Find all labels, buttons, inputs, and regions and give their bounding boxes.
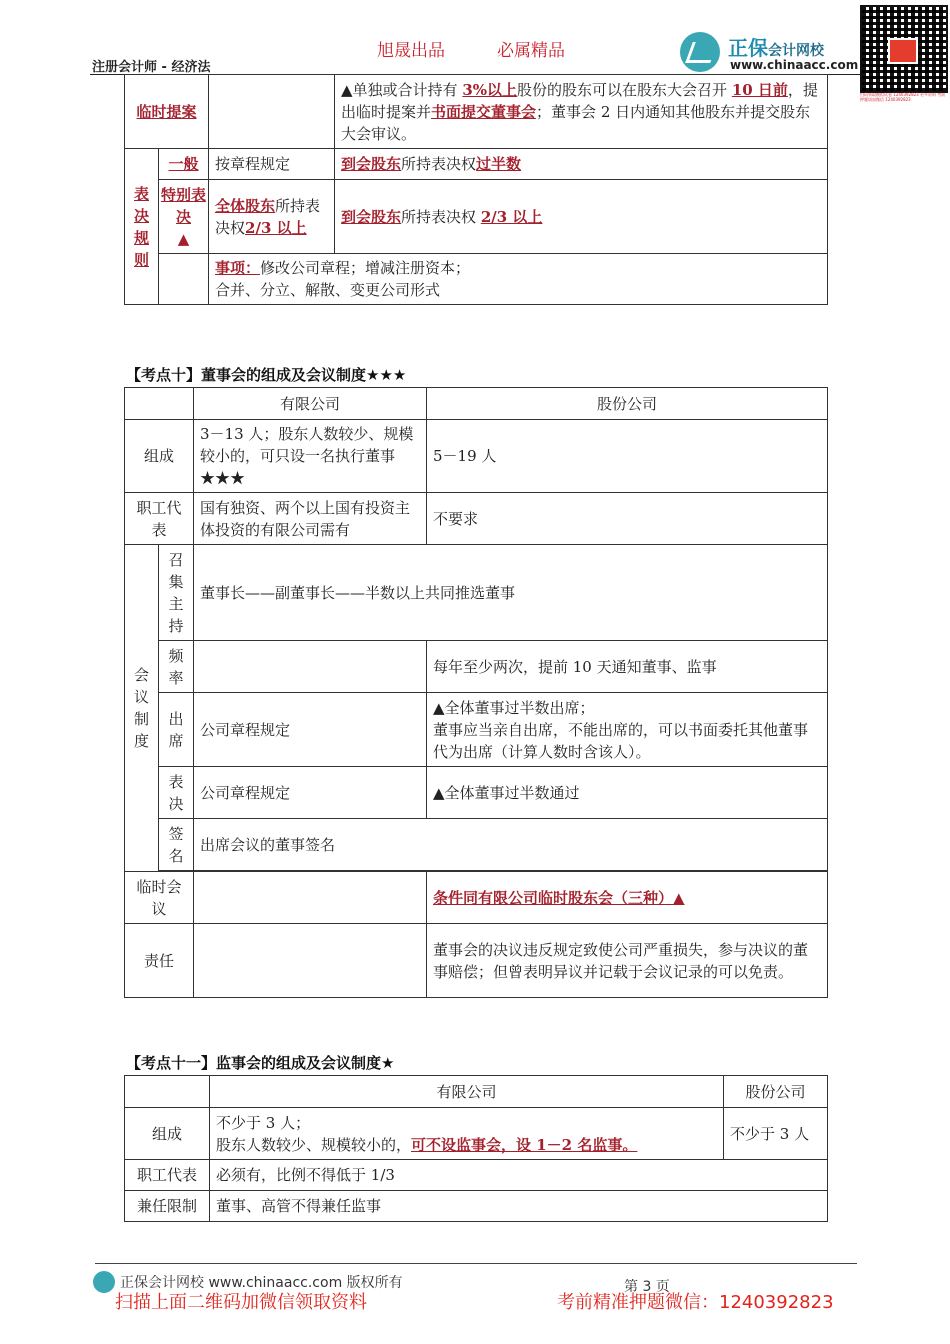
frequency-share: 每年至少两次，提前 10 天通知董事、监事: [427, 641, 828, 693]
meeting-system-label: 会议制度: [125, 545, 159, 872]
special-resolution-ltd: 全体股东所持表决权2/3 以上: [209, 180, 335, 254]
board-staff-ltd: 国有独资、两个以上国有投资主体投资的有限公司需有: [194, 493, 427, 545]
frequency-ltd: [194, 641, 427, 693]
slogan-left: 旭晟出品: [377, 41, 445, 61]
board-composition-ltd: 3－13 人；股东人数较少、规模较小的，可只设一名执行董事★★★: [194, 420, 427, 493]
attendance-label: 出席: [159, 693, 194, 767]
ordinary-resolution-ltd: 按章程规定: [209, 149, 335, 180]
interim-proposal-share: ▲单独或合计持有 3%以上股份的股东可以在股东大会召开 10 日前，提出临时提案并书面提交董事会；董事会 2 日内通知其他股东并提交股东大会审议。: [335, 75, 828, 149]
ordinary-resolution-label: 一般: [159, 149, 209, 180]
board-staff-share: 不要求: [427, 493, 828, 545]
shareholder-meeting-table: [124, 74, 828, 305]
supervisory-composition-share: 不少于 3 人: [724, 1108, 828, 1160]
board-of-directors-table: [124, 387, 828, 998]
supervisory-board-table: [124, 1075, 828, 1222]
voting-share: ▲全体董事过半数通过: [427, 767, 828, 819]
convene-label: 召集主持: [159, 545, 194, 641]
attendance-share: ▲全体董事过半数出席； 董事应当亲自出席，不能出席的，可以书面委托其他董事代为出席（计算人数时含该人）。: [427, 693, 828, 767]
footer-logo-icon: [93, 1271, 115, 1293]
promo-left: 扫描上面二维码加微信领取资料: [115, 1292, 367, 1313]
supervisory-concurrent-label: 兼任限制: [125, 1191, 210, 1222]
liability-label: 责任: [125, 924, 194, 998]
attendance-ltd: 公司章程规定: [194, 693, 427, 767]
supervisory-staff-text: 必须有，比例不得低于 1/3: [210, 1160, 828, 1191]
section11-title: 【考点十一】监事会的组成及会议制度★: [126, 1054, 395, 1072]
footer-divider: [95, 1263, 857, 1264]
board-composition-share: 5－19 人: [427, 420, 828, 493]
supervisory-composition-ltd: 不少于 3 人； 股东人数较少、规模较小的，可不设监事会，设 1－2 名监事。: [210, 1108, 724, 1160]
special-resolution-share: 到会股东所持表决权 2/3 以上: [335, 180, 828, 254]
subject-title: 注册会计师 - 经济法: [92, 60, 211, 75]
interim-meeting-label: 临时会议: [125, 872, 194, 924]
board-header-blank: [125, 388, 194, 420]
ordinary-resolution-share: 到会股东所持表决权过半数: [335, 149, 828, 180]
voting-ltd: 公司章程规定: [194, 767, 427, 819]
logo-name-main: 正保: [728, 36, 768, 60]
signature-text: 出席会议的董事签名: [194, 819, 828, 871]
liability-ltd: [194, 924, 427, 998]
interim-proposal-label: 临时提案: [125, 75, 209, 149]
slogan-right: 必属精品: [497, 41, 565, 61]
section10-title: 【考点十】董事会的组成及会议制度★★★: [126, 366, 407, 384]
logo-name: [728, 32, 824, 61]
board-col-share: 股份公司: [427, 388, 828, 420]
voting-label: 表决: [159, 767, 194, 819]
interim-proposal-ltd: [209, 75, 335, 149]
supervisory-staff-label: 职工代表: [125, 1160, 210, 1191]
special-matters-text: 事项：修改公司章程；增减注册资本； 合并、分立、解散、变更公司形式: [209, 254, 828, 305]
board-col-ltd: 有限公司: [194, 388, 427, 420]
qr-note: 扫码领取模拟试卷 1240392823 更多资料 考前押题请加微信 1240392823: [860, 92, 946, 102]
supervisory-col-ltd: 有限公司: [210, 1076, 724, 1108]
supervisory-composition-label: 组成: [125, 1108, 210, 1160]
page-number: 第 3 页: [624, 1279, 670, 1295]
special-resolution-label: 特别表决 ▲: [159, 180, 209, 254]
signature-label: 签名: [159, 819, 194, 871]
voting-rules-label: 表决规则: [125, 149, 159, 305]
footer-copyright: 正保会计网校 www.chinaacc.com 版权所有: [120, 1275, 403, 1291]
logo-name-sub: 会计网校: [768, 43, 824, 59]
board-composition-label: 组成: [125, 420, 194, 493]
convene-text: 董事长——副董事长——半数以上共同推选董事: [194, 545, 828, 641]
supervisory-concurrent-text: 董事、高管不得兼任监事: [210, 1191, 828, 1222]
interim-meeting-ltd: [194, 872, 427, 924]
supervisory-col-share: 股份公司: [724, 1076, 828, 1108]
special-matters-blank: [159, 254, 209, 305]
interim-meeting-share: 条件同有限公司临时股东会（三种）▲: [427, 872, 828, 924]
board-staff-label: 职工代表: [125, 493, 194, 545]
frequency-label: 频率: [159, 641, 194, 693]
logo-url: www.chinaacc.com: [730, 58, 859, 72]
promo-right: 考前精准押题微信：1240392823: [557, 1292, 834, 1313]
supervisory-header-blank: [125, 1076, 210, 1108]
qr-center-badge-icon: [888, 38, 918, 64]
liability-share: 董事会的决议违反规定致使公司严重损失，参与决议的董事赔偿；但曾表明异议并记载于会议记录的可以免责。: [427, 924, 828, 998]
chinaacc-logo-icon: [680, 32, 720, 72]
